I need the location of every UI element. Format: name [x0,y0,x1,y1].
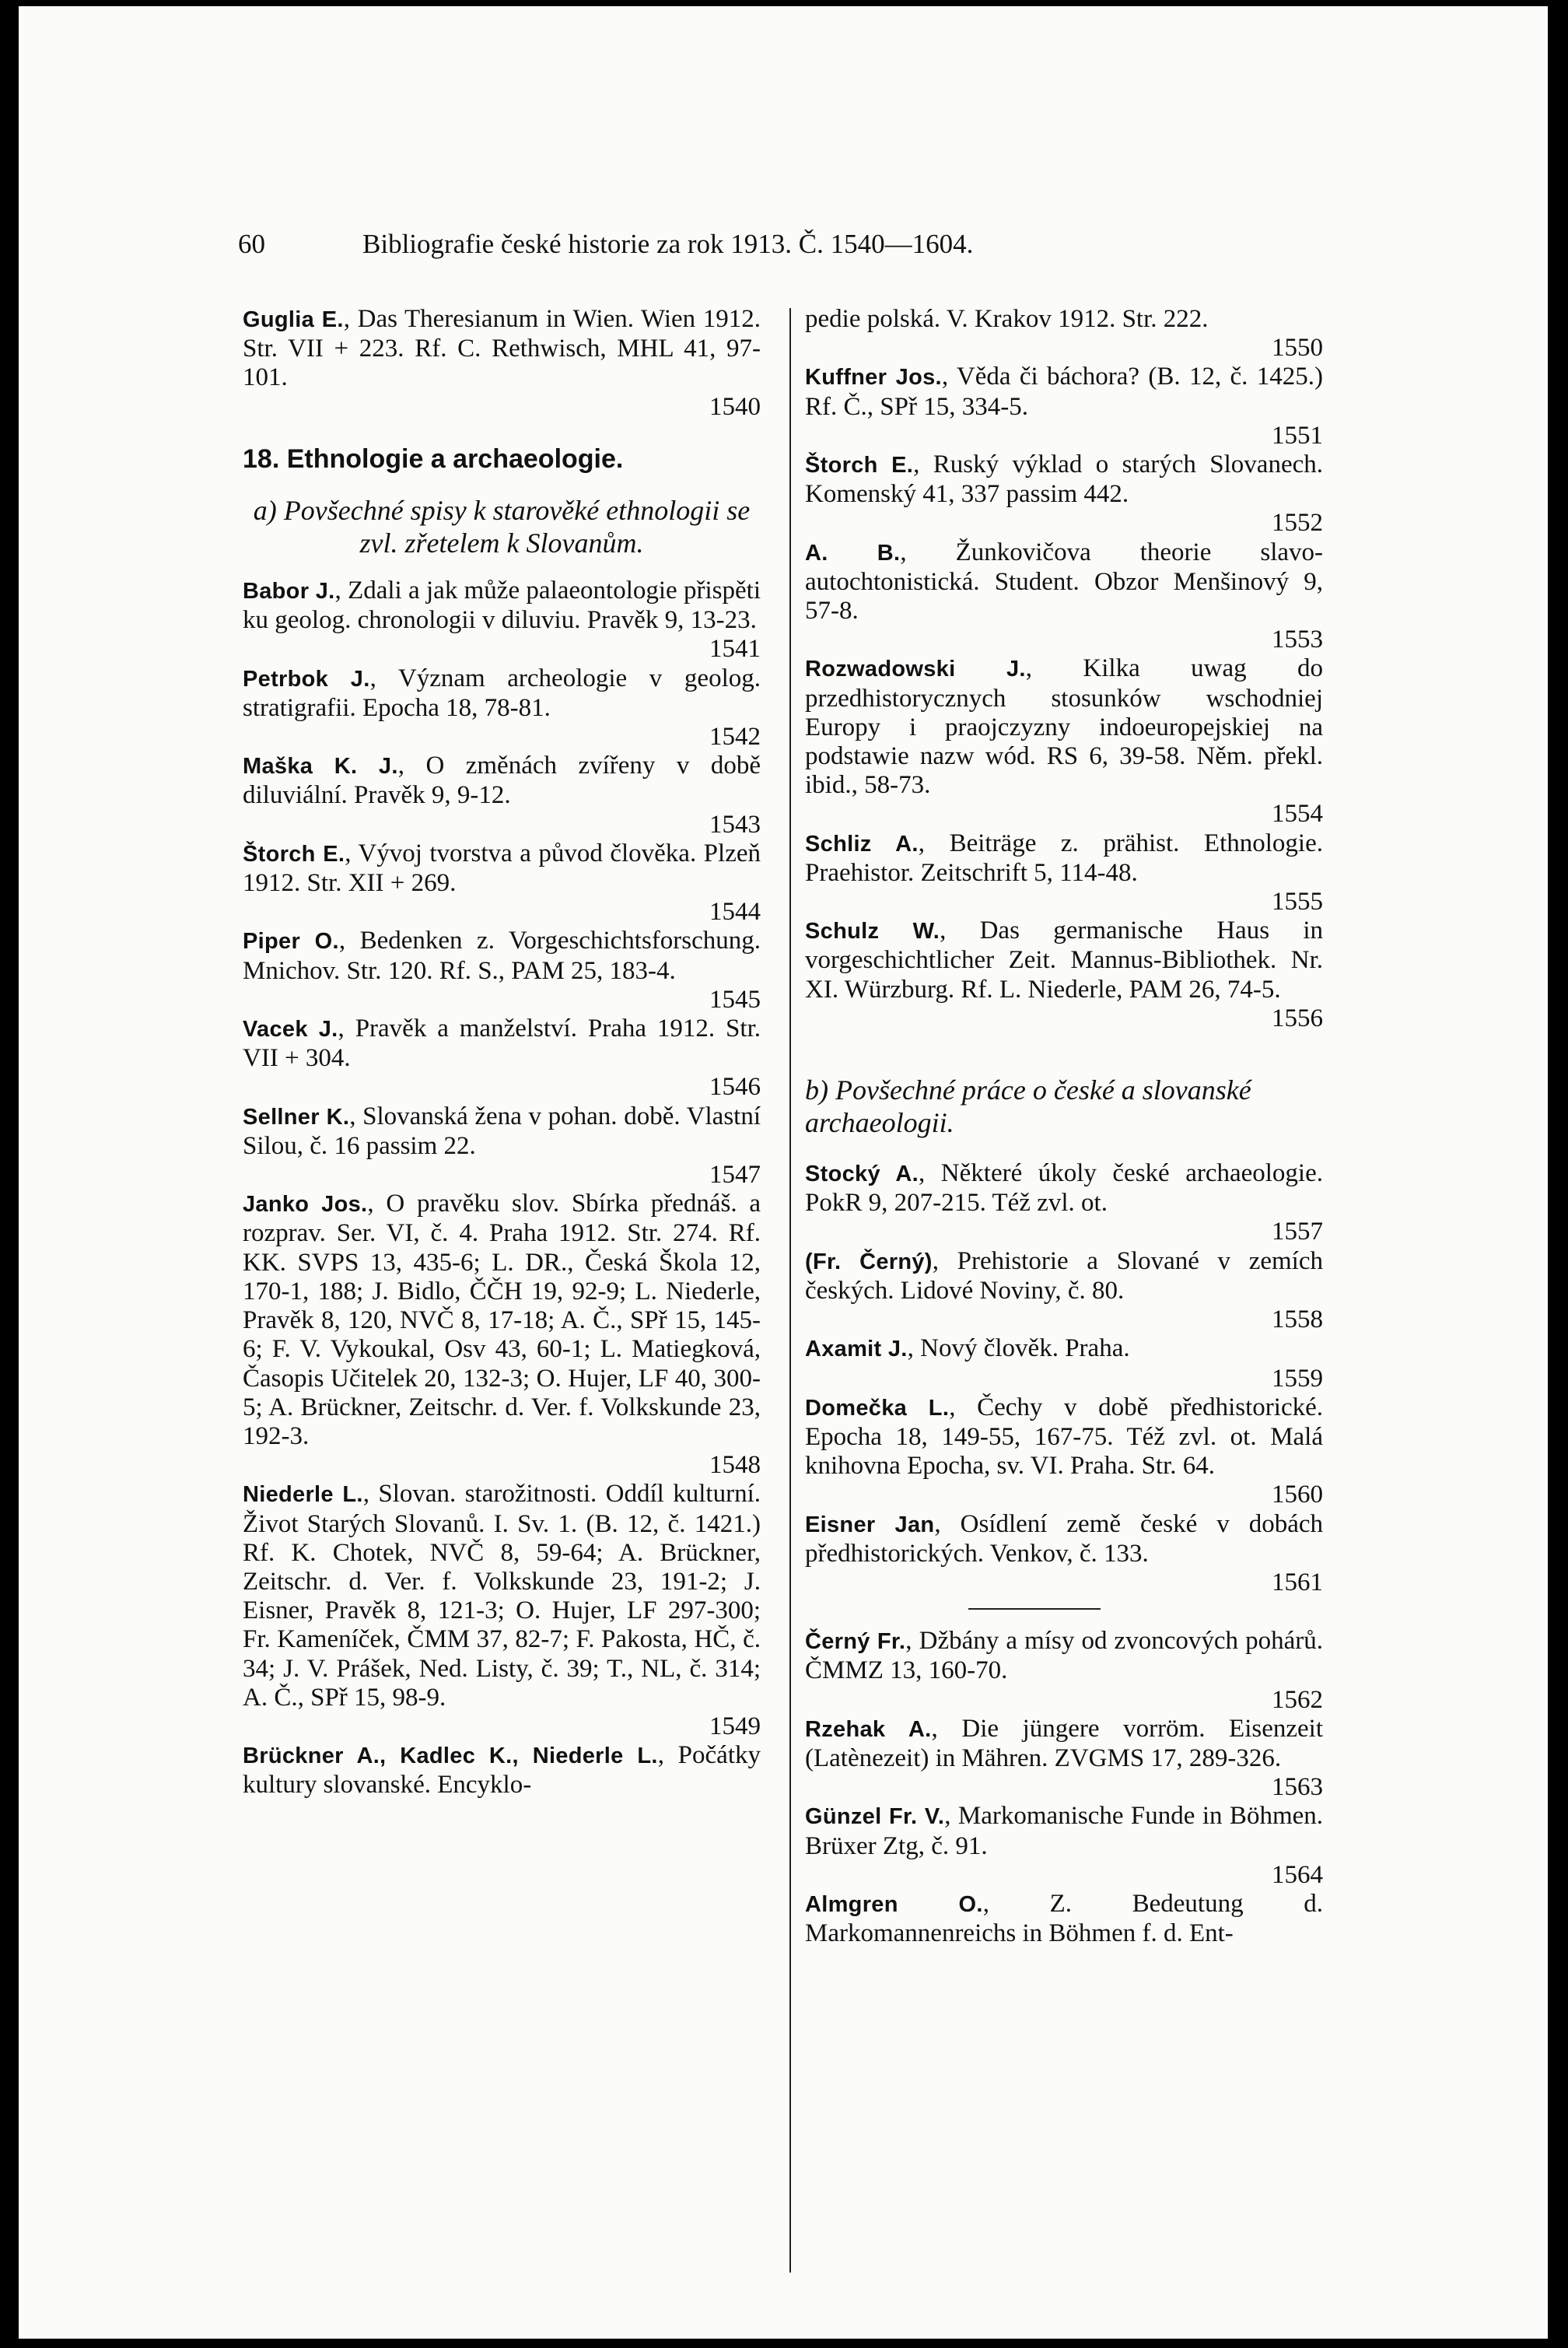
entry-number: 1560 [1272,1481,1323,1509]
entry-list [805,363,1323,1033]
entry-author: Domečka L. [805,1395,950,1421]
entry-number: 1546 [709,1073,761,1102]
entry-author: Rozwadowski J. [805,657,1026,682]
bib-entry [243,752,761,810]
entry-author: Guglia E. [243,307,344,332]
entry-number: 1540 [709,392,761,421]
entry-text: , Das germanische Haus in vorgeschichtlicher Zeit. Mannus-Bibliothek. Nr. XI. Würzburg. Rf. L. Niederle, PAM 26, 74-5. [805,916,1323,1004]
bib-entry [805,1510,1323,1568]
bib-entry [243,927,761,985]
entry-author: Schliz A. [805,831,919,857]
bib-entry [805,1890,1323,1948]
bib-entry [805,829,1323,888]
bib-entry-continuation: pedie polská. V. Krakov 1912. Str. 222. [805,305,1209,333]
section-heading: 18. Ethnologie a archaeologie. [243,443,624,474]
entry-author: Janko Jos. [243,1192,368,1218]
entry-number: 1542 [709,723,761,752]
bib-entry [805,1715,1323,1773]
entry-number: 1552 [1272,509,1323,538]
entry-author: Štorch E. [805,453,914,478]
entry-author: (Fr. Černý) [805,1249,933,1274]
entry-author: Maška K. J. [243,754,398,780]
entry-author: Almgren O. [805,1891,983,1917]
bib-entry [243,1102,761,1161]
bib-entry [805,1159,1323,1218]
bib-entry [243,839,761,898]
page-header [238,227,1241,261]
entry-text: , Das Theresianum in Wien. Wien 1912. Str. VII + 223. Rf. C. Rethwisch, MHL 41, 97-101. [243,305,761,392]
entry-number: 1564 [1272,1860,1323,1889]
entry-number: 1544 [709,898,761,927]
entry-author: Babor J. [243,579,335,605]
bib-entry [805,450,1323,509]
entry-text: , Význam archeologie v geolog. stratigrafii. Epocha 18, 78-81. [243,664,761,722]
entry-list [805,1159,1323,1597]
bib-entry [805,1627,1323,1685]
bib-entry [805,1247,1323,1305]
bib-entry [243,1480,761,1712]
bib-entry [805,538,1323,626]
entry-text: , Osídlení země české v dobách předhistorických. Venkov, č. 133. [805,1509,1323,1568]
entry-text: , Vývoj tvorstva a původ člověka. Plzeň 1912. Str. XII + 269. [243,839,761,898]
column-divider [789,308,791,2273]
bib-entry [243,1015,761,1073]
entry-number: 1548 [709,1451,761,1480]
entry-text: , Nový člověk. Praha. [907,1334,1130,1363]
entry-list [243,576,761,1741]
entry-number: 1554 [1272,800,1323,829]
entry-text: , Zdali a jak může palaeontologie přispěti ku geolog. chronologii v diluviu. Pravěk 9, 13-23. [243,576,761,635]
entry-text: , Ruský výklad o starých Slovanech. Komenský 41, 337 passim 442. [805,450,1323,509]
entry-author: Petrbok J. [243,666,370,692]
entry-text: , Slovan. starožitnosti. Oddíl kulturní. Život Starých Slovanů. I. Sv. 1. (B. 12, č. 1421.) Rf. K. Chotek, NVČ 8, 59-64; A. Brückner, Zeitschr. d. Ver. f. Volkskunde 23, 191-2; J. Eisner, Pravěk 8, 121-3; O. Hujer, LF 297-300; Fr. Kameníček, ČMM 37, 82-7; F. Pakosta, HČ, č. 34; J. V. Prášek, Ned. Listy, č. 39; T., NL, č. 314; A. Č., SPř 15, 98-9. [243,1480,761,1712]
left-column [243,305,761,1800]
entry-author: Piper O. [243,929,339,955]
bib-entry [805,363,1323,421]
entry-text: , Žunkovičova theorie slavo-autochtonistická. Student. Obzor Menšinový 9, 57-8. [805,538,1324,626]
entry-number: 1541 [709,635,761,664]
entry-text: , Bedenken z. Vorgeschichtsforschung. Mnichov. Str. 120. Rf. S., PAM 25, 183-4. [243,927,761,985]
subsection-heading: b) Povšechné práce o české a slovanské archaeologii. [805,1074,1251,1139]
entry-text: , Čechy v době předhistorické. Epocha 18, 149-55, 167-75. Též zvl. ot. Malá knihovna Epocha, sv. VI. Praha. Str. 64. [805,1393,1323,1481]
entry-number: 1550 [1272,334,1323,363]
entry-text: , Prehistorie a Slované v zemích českých. Lidové Noviny, č. 80. [805,1246,1323,1305]
entry-text: , Některé úkoly české archaeologie. PokR 9, 207-215. Též zvl. ot. [805,1159,1324,1218]
entry-text: , O změnách zvířeny v době diluviální. Pravěk 9, 9-12. [243,752,761,810]
entry-author: Černý Fr. [805,1629,906,1655]
bib-entry [805,1334,1323,1364]
entry-author: Brückner A., Kadlec K., Niederle L. [243,1743,658,1769]
entry-number: 1562 [1272,1685,1323,1714]
entry-number: 1553 [1272,626,1323,654]
entry-number: 1549 [709,1712,761,1740]
entry-number: 1557 [1272,1218,1323,1246]
bib-entry [243,664,761,723]
entry-author: Štorch E. [243,841,345,867]
entry-author: Kuffner Jos. [805,365,942,391]
entry-text: , Die jüngere vorröm. Eisenzeit (Latènezeit) in Mähren. ZVGMS 17, 289-326. [805,1714,1323,1772]
bib-entry [805,916,1323,1004]
entry-author: Stocký A. [805,1162,919,1187]
entry-author: Rzehak A. [805,1716,932,1742]
subsection-heading: a) Povšechné spisy k starověké ethnologii se zvl. zřetelem k Slovanům. [253,495,751,559]
entry-text: , Věda či báchora? (B. 12, č. 1425.) Rf. Č., SPř 15, 334-5. [805,363,1323,421]
entry-number: 1545 [709,985,761,1014]
bib-entry [243,1190,761,1451]
entry-number: 1561 [1272,1568,1323,1596]
entry-author: Eisner Jan [805,1512,935,1537]
bib-entry [243,576,761,635]
entry-number: 1559 [1272,1364,1323,1393]
entry-text: , Z. Bedeutung d. Markomannenreichs in Böhmen f. d. Ent- [805,1889,1323,1948]
entry-number: 1563 [1272,1773,1323,1802]
bib-entry [243,305,761,393]
entry-number: 1547 [709,1161,761,1190]
entry-text: , Slovanská žena v pohan. době. Vlastní Silou, č. 16 passim 22. [243,1102,761,1160]
entry-text: , Pravěk a manželství. Praha 1912. Str. VII + 304. [243,1015,761,1073]
section-rule [968,1608,1101,1610]
entry-text: , Džbány a mísy od zvoncových pohárů. ČMMZ 13, 160-70. [805,1627,1323,1685]
bib-entry [805,1393,1323,1481]
entry-author: Schulz W. [805,919,940,944]
entry-text: , Počátky kultury slovanské. Encyklo- [243,1741,761,1800]
entry-author: Niederle L. [243,1482,363,1508]
page-number: 60 [238,229,265,259]
entry-author: Vacek J. [243,1017,338,1043]
entry-text: , Beiträge z. prähist. Ethnologie. Praehistor. Zeitschrift 5, 114-48. [805,829,1323,887]
entry-list [805,1627,1323,1890]
entry-text: , Markomanische Funde in Böhmen. Brüxer Ztg, č. 91. [805,1802,1324,1860]
entry-text: , O pravěku slov. Sbírka přednáš. a rozprav. Ser. VI, č. 4. Praha 1912. Str. 274. Rf. KK. SVPS 13, 435-6; L. DR., Česká Škola 12, 170-1, 188; J. Bidlo, ČČH 19, 92-9; L. Niederle, Pravěk 8, 120, NVČ 8, 17-18; A. Č., SPř 15, 145-6; F. V. Vykoukal, Osv 43, 60-1; L. Matiegková, Časopis Učitelek 20, 132-3; O. Hujer, LF 40, 300-5; A. Brückner, Zeitschr. d. Ver. f. Volkskunde 23, 192-3. [243,1190,761,1450]
bib-entry [805,654,1323,800]
entry-number: 1555 [1272,888,1323,916]
entry-author: Sellner K. [243,1104,350,1130]
entry-text: , Kilka uwag do przedhistorycznych stosunków wschodniej Europy i praojczyzny indoeuropejskiej na podstawie nazw wód. RS 6, 39-58. Něm. překl. ibid., 58-73. [805,654,1324,800]
bib-entry [805,1802,1323,1860]
entry-number: 1558 [1272,1305,1323,1334]
running-title: Bibliografie české historie za rok 1913. Č. 1540—1604. [362,229,974,259]
entry-number: 1543 [709,810,761,839]
entry-number: 1556 [1272,1004,1323,1032]
right-column [805,305,1323,1948]
bib-entry [243,1741,761,1800]
entry-number: 1551 [1272,421,1323,450]
entry-author: Günzel Fr. V. [805,1804,945,1830]
entry-author: A. B. [805,540,901,566]
entry-author: Axamit J. [805,1337,908,1362]
